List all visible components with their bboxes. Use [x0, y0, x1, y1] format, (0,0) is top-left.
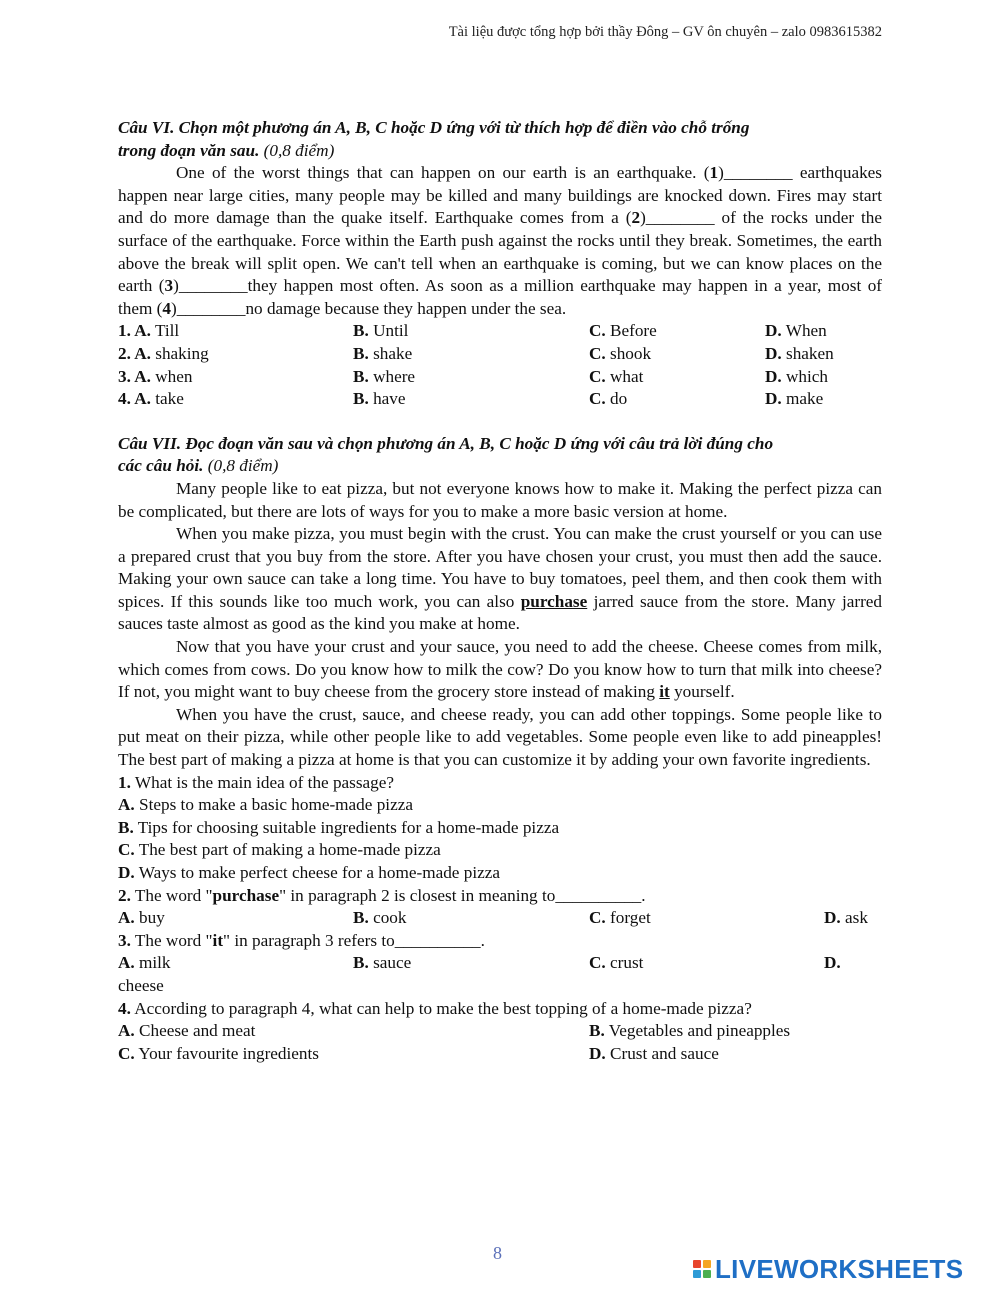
option-3b[interactable]: where: [373, 366, 416, 386]
question-2-option-b[interactable]: B. cook: [353, 908, 407, 928]
question-4-option-c[interactable]: C. Your favourite ingredients: [118, 1043, 319, 1063]
question-3-option-c[interactable]: C. crust: [589, 953, 644, 973]
option-4b[interactable]: have: [373, 389, 406, 409]
option-2b[interactable]: shake: [373, 343, 413, 363]
option-2a[interactable]: shaking: [155, 343, 209, 363]
question-2: 2. The word "purchase" in paragraph 2 is closest in meaning to__________.: [118, 885, 646, 905]
question-4-options-cd: [118, 1043, 882, 1066]
question-3-options: [118, 952, 882, 975]
option-row-3: 3. A. when B. where C. what D. which: [118, 366, 829, 386]
question-1-option-b[interactable]: B. Tips for choosing suitable ingredients for a home-made pizza: [118, 817, 560, 837]
question-2-option-a[interactable]: A. buy: [118, 908, 165, 928]
question-1-option-a[interactable]: A. Steps to make a basic home-made pizza: [118, 795, 413, 815]
question-4-option-b[interactable]: B. Vegetables and pineapples: [589, 1021, 791, 1041]
question-4-option-a[interactable]: A. Cheese and meat: [118, 1021, 256, 1041]
option-2d[interactable]: shaken: [786, 343, 834, 363]
reading-paragraph-2: When you make pizza, you must begin with the crust. You can make the crust yourself or you can use a prepared crust that you buy from the store. After you have chosen your crust, you must then add the sauce. Making your own sauce can take a long time. You have to buy tomatoes, peel them, and then cook them with spices. If this sounds like too much work, you can also purchase jarred sauce from the store. Many jarred sauces taste almost as good as the kind you make at home.: [118, 524, 883, 634]
section-6-options: [118, 320, 882, 410]
question-1-option-d[interactable]: D. Ways to make perfect cheese for a home-made pizza: [118, 863, 500, 882]
option-4d[interactable]: make: [786, 389, 824, 409]
option-1a[interactable]: Till: [154, 321, 180, 341]
question-3-option-d-label[interactable]: D.: [824, 953, 841, 973]
liveworksheets-logo-text: LIVEWORKSHEETS: [715, 1253, 964, 1284]
question-4-options-ab: [118, 1020, 882, 1043]
question-2-option-d[interactable]: D. ask: [824, 908, 868, 928]
option-4a[interactable]: take: [155, 389, 184, 409]
question-1-option-c[interactable]: C. The best part of making a home-made pizza: [118, 840, 441, 860]
question-4-option-d[interactable]: D. Crust and sauce: [589, 1043, 719, 1063]
option-3c[interactable]: what: [610, 366, 644, 386]
section-7-points: (0,8 điểm): [207, 456, 279, 476]
section-7-title-line2: các câu hỏi.: [118, 456, 204, 476]
reading-paragraph-4: When you have the crust, sauce, and cheese ready, you can add other toppings. Some people like to put meat on their pizza, while other people like to add vegetables. Some people even like to add pineapples! The best part of making a pizza at home is that you can customize it by adding your own favorite ingredients.: [118, 704, 882, 770]
option-3a[interactable]: when: [155, 366, 193, 386]
question-3-option-a[interactable]: A. milk: [118, 953, 171, 973]
question-1: 1. What is the main idea of the passage?: [118, 772, 395, 792]
question-4: 4. According to paragraph 4, what can help to make the best topping of a home-made pizza?: [118, 998, 752, 1018]
section-6-points: (0,8 điểm): [263, 140, 335, 160]
liveworksheets-logo[interactable]: [693, 1252, 963, 1286]
option-1b[interactable]: Until: [373, 321, 409, 341]
liveworksheets-logo-icon: [693, 1260, 711, 1278]
option-2c[interactable]: shook: [610, 343, 652, 363]
page-number: 8: [493, 1243, 502, 1263]
option-1c[interactable]: Before: [610, 321, 657, 341]
section-7-heading: [118, 433, 882, 478]
reading-paragraph-3: Now that you have your crust and your sauce, you need to add the cheese. Cheese comes from milk, which comes from cows. Do you know how to milk the cow? Do you know how to turn that milk into cheese? If not, you might want to buy cheese from the grocery store instead of making it yourself.: [118, 637, 882, 702]
option-1d[interactable]: When: [785, 321, 827, 341]
document-body: [118, 117, 882, 1065]
option-3d[interactable]: which: [786, 366, 829, 386]
section-7-title-line1: Câu VII. Đọc đoạn văn sau và chọn phương án A, B, C hoặc D ứng với câu trả lời đúng cho: [118, 433, 774, 453]
reading-paragraph-1: Many people like to eat pizza, but not everyone knows how to make it. Making the perfect pizza can be complicated, but there are lots of ways for you to make a more basic version at home.: [118, 478, 882, 521]
section-6-passage: One of the worst things that can happen on our earth is an earthquake. (1)________ earthquakes happen near large cities, many people may be killed and many buildings are knocked down. Fires may start and do more damage than the quake itself. Earthquake comes from a (2)________ of the rocks under the surface of the earthquake. Force within the Earth push against the rocks until they break. Sometimes, the earth above the break will split open. We can't tell when an earthquake is coming, but we can know places on the earth (3)________they happen most often. As soon as a million earthquake may happen in a year, most of them (4)________no damage because they happen under the sea.: [118, 163, 883, 318]
question-3-option-d[interactable]: cheese: [118, 975, 164, 995]
option-row-1: 1. A. Till B. Until C. Before D. When: [118, 321, 827, 341]
option-4c[interactable]: do: [610, 389, 628, 409]
question-3-option-b[interactable]: B. sauce: [353, 953, 412, 973]
question-3: 3. The word "it" in paragraph 3 refers to__________.: [118, 930, 485, 950]
option-row-2: 2. A. shaking B. shake C. shook D. shaken: [118, 343, 834, 363]
section-6-title-line2: trong đoạn văn sau.: [118, 140, 260, 160]
page-header: Tài liệu được tổng hợp bởi thầy Đông – GV ôn chuyên – zalo 0983615382: [448, 24, 882, 40]
option-row-4: 4. A. take B. have C. do D. make: [118, 389, 824, 409]
question-2-options: [118, 907, 882, 930]
section-6-heading: [118, 117, 882, 162]
keyword-it: it: [659, 682, 670, 702]
question-2-option-c[interactable]: C. forget: [589, 908, 651, 928]
keyword-purchase: purchase: [520, 591, 588, 611]
section-6-title-line1: Câu VI. Chọn một phương án A, B, C hoặc D ứng với từ thích hợp để điền vào chỗ trống: [118, 118, 750, 137]
